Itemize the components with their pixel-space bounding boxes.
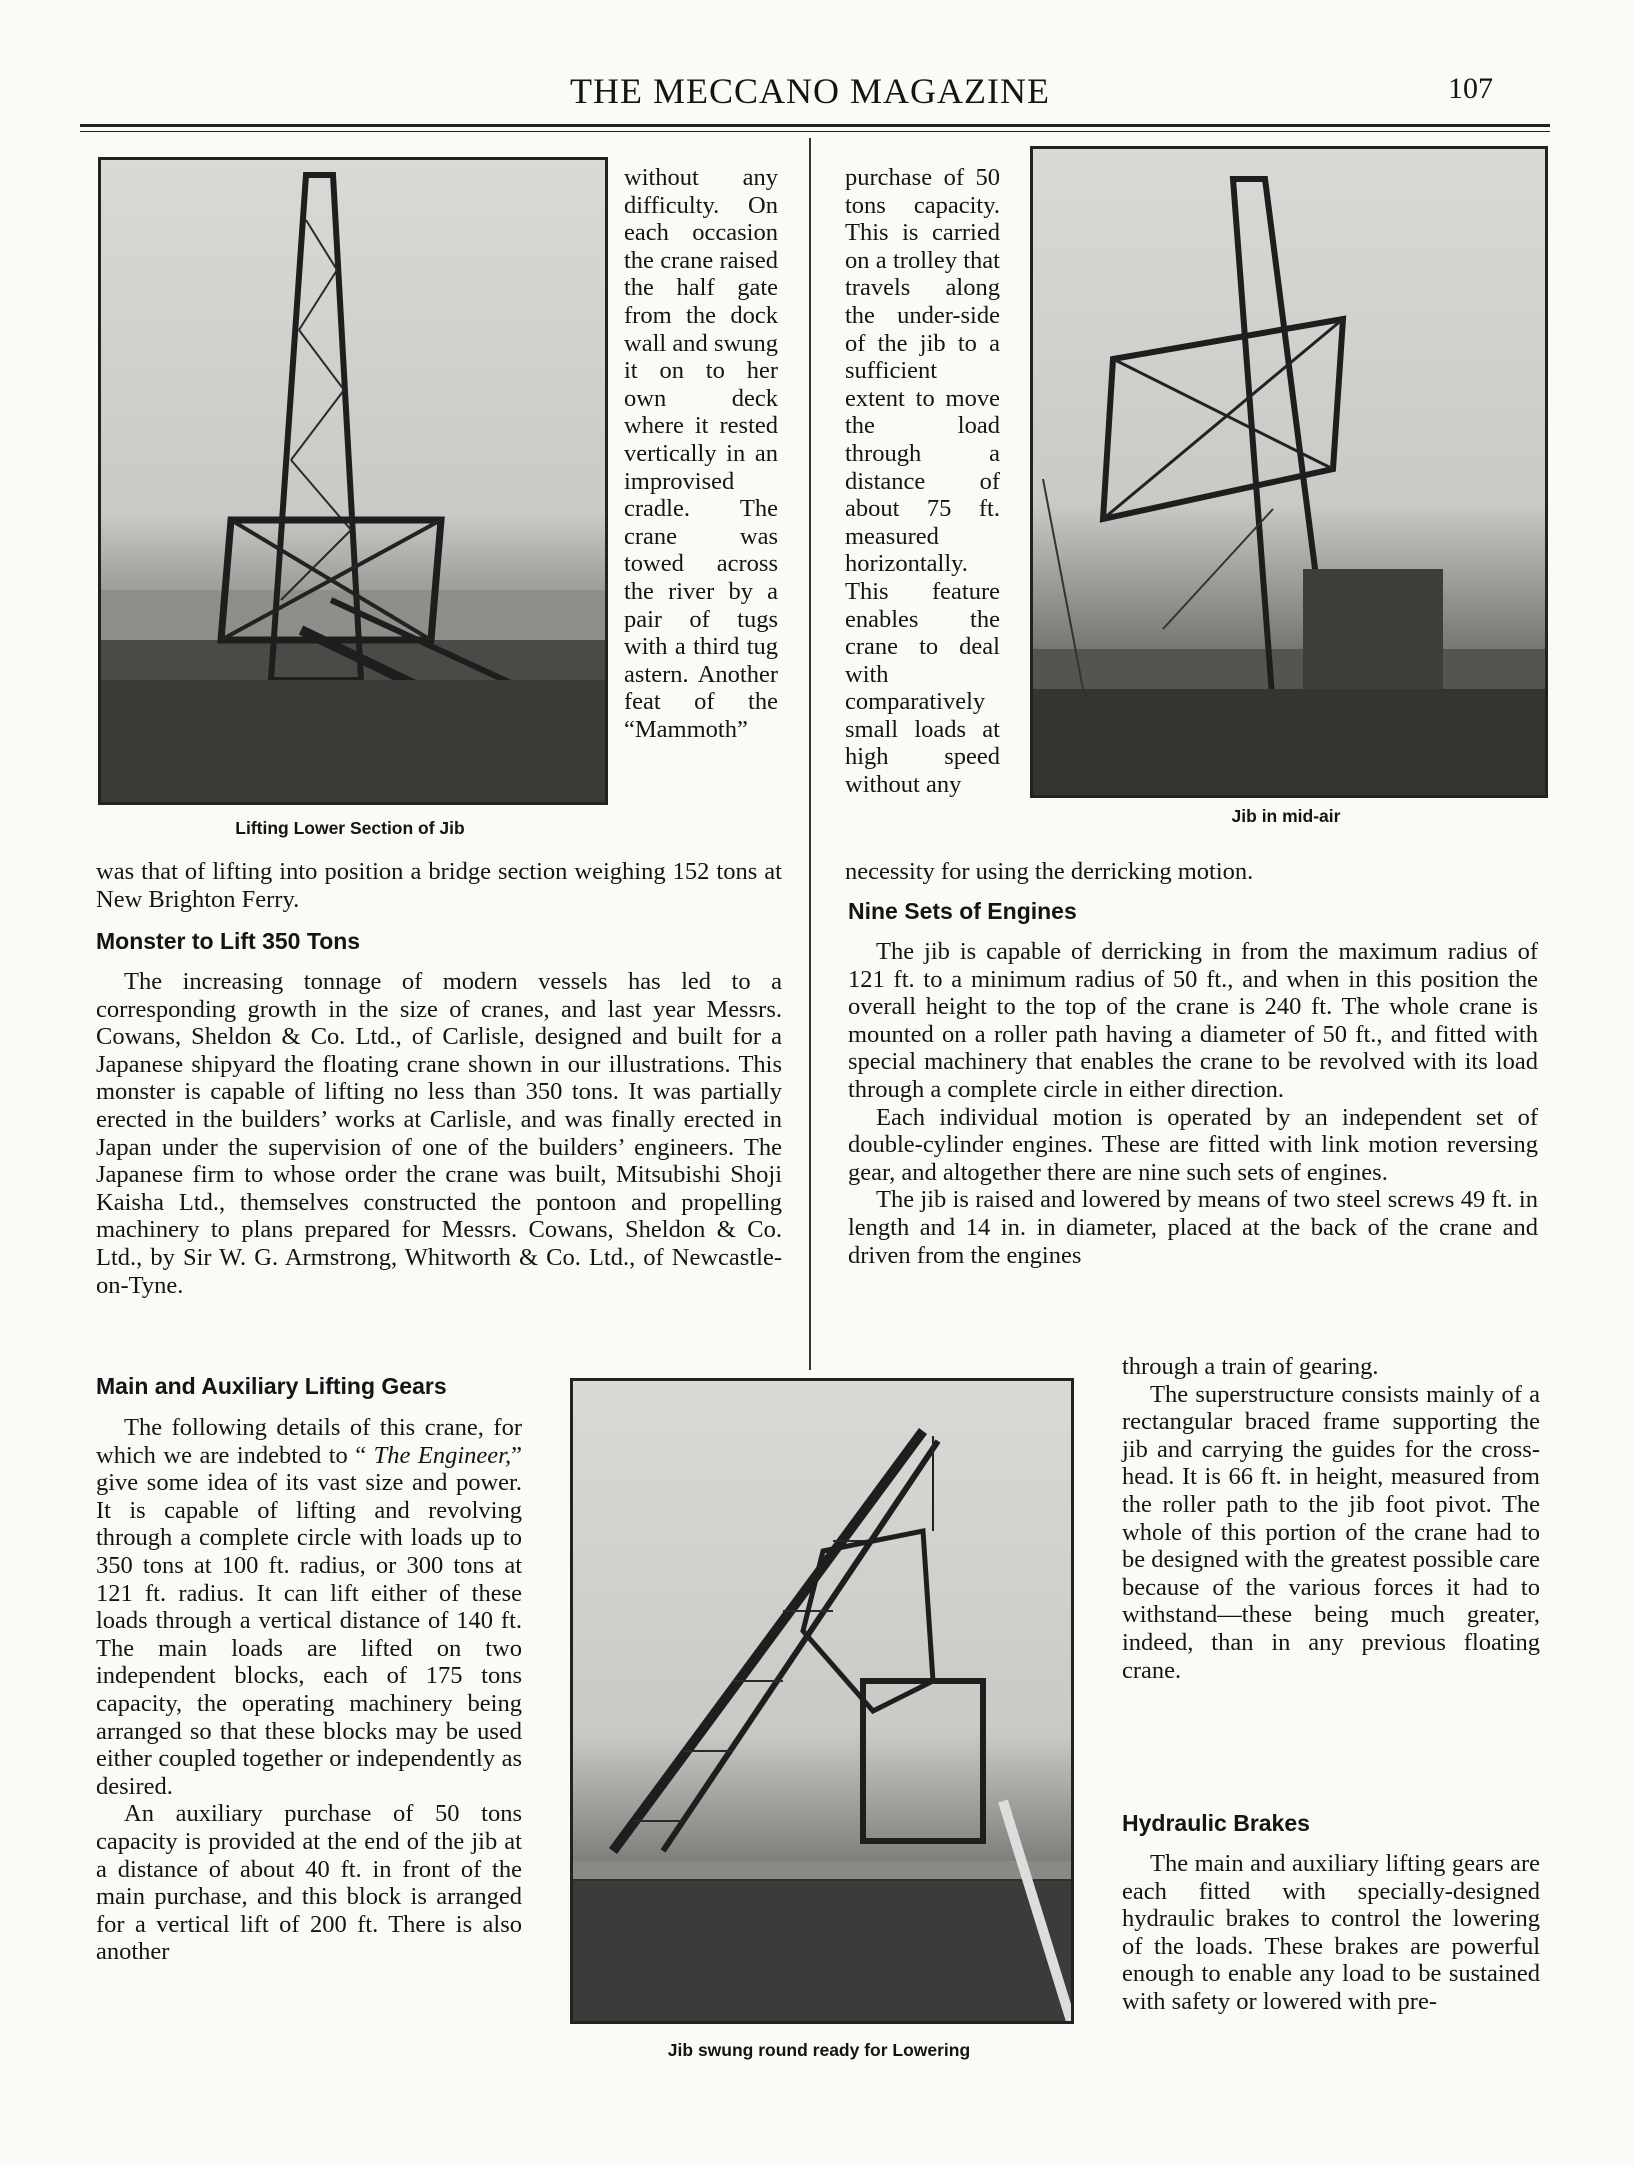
italic-title: The Engineer, xyxy=(373,1441,512,1469)
figure-lifting-lower-section xyxy=(98,157,608,805)
page-header-title: THE MECCANO MAGAZINE xyxy=(570,71,1050,111)
section-heading: Nine Sets of Engines xyxy=(848,898,1077,924)
paragraph: through a train of gearing. xyxy=(1122,1353,1379,1380)
col1-narrow-text xyxy=(624,164,778,743)
crane-photo-icon xyxy=(573,1381,1071,2021)
section-body xyxy=(1122,1850,1540,2016)
figure-jib-swung-round xyxy=(570,1378,1074,2024)
col2-continuation xyxy=(845,858,1545,886)
figure-caption: Jib swung round ready for Lowering xyxy=(667,2040,971,2060)
paragraph: purchase of 50 tons capacity. This is carried on a trolley that travels along the under-side of the jib to a sufficient extent to move the load through a distance of about 75 ft. measured horizontally. This feature enables the crane to deal with comparatively small loads at high speed without any xyxy=(845,164,1000,799)
crane-photo-icon xyxy=(1033,149,1545,795)
paragraph: An auxiliary purchase of 50 tons capacity is provided at the end of the jib at a distance of about 40 ft. in front of the main purchase, and this block is arranged for a vertical lift of 200 ft. There is also another xyxy=(96,1800,522,1966)
paragraph: without any difficulty. On each occasion the crane raised the half gate from the dock wall and swung it on to her own deck where it rested vertically in an improvised cradle. The crane was towed across the river by a pair of tugs with a third tug astern. Another feat of the “Mammoth” xyxy=(624,164,778,743)
page-number: 107 xyxy=(1448,72,1493,105)
paragraph: The superstructure consists mainly of a rectangular braced frame supporting the jib and carrying the guides for the cross-head. It is 66 ft. in height, measured from the roller path to the jib foot pivot. The whole of this portion of the crane had to be designed with the greatest possible care because of the various forces it had to withstand—these being much greater, indeed, than in any previous floating crane. xyxy=(1122,1380,1540,1684)
paragraph: The following details of this crane, for which we are indebted to “ The Engineer,” give some idea of its vast size and power. It is capable of lifting and revolving through a complete circle with loads up to 350 tons at 100 ft. radius, or 300 tons at 121 ft. radius. It can lift either of these loads through a vertical distance of 140 ft. The main loads are lifted on two independent blocks, each of 175 tons capacity, the operating machinery being arranged so that these blocks may be used either coupled together or independently as desired. xyxy=(96,1414,522,1800)
paragraph: was that of lifting into position a bridge section weighing 152 tons at New Brighton Ferry. xyxy=(96,858,782,913)
paragraph: Each individual motion is operated by an independent set of double-cylinder engines. These are fitted with link motion reversing gear, and altogether there are nine such sets of engines. xyxy=(848,1103,1538,1186)
header-rule xyxy=(80,124,1550,127)
paragraph: The main and auxiliary lifting gears are each fitted with specially-designed hydraulic brakes to control the lowering of the loads. These brakes are powerful enough to enable any load to be sustained with safety or lowered with pre- xyxy=(1122,1850,1540,2015)
figure-caption: Lifting Lower Section of Jib xyxy=(235,818,465,838)
paragraph: The increasing tonnage of modern vessels has led to a corresponding growth in the size of cranes, and last year Messrs. Cowans, Sheldon & Co. Ltd., of Carlisle, designed and built for a Japanese shipyard the floating crane shown in our illustrations. This monster is capable of lifting no less than 350 tons. It was partially erected in the builders’ works at Carlisle, and was finally erected in Japan under the supervision of one of the builders’ engineers. The Japanese firm to whose order the crane was built, Mitsubishi Shoji Kaisha Ltd., themselves constructed the pontoon and propelling machinery to plans prepared for Messrs. Cowans, Sheldon & Co. Ltd., by Sir W. G. Armstrong, Whitworth & Co. Ltd., of Newcastle-on-Tyne. xyxy=(96,968,782,1299)
section-body xyxy=(96,1414,522,1966)
section-body xyxy=(848,938,1538,1269)
column-divider xyxy=(809,138,811,1370)
col2-narrow-text xyxy=(845,164,1000,799)
crane-photo-icon xyxy=(101,160,605,802)
figure-caption: Jib in mid-air xyxy=(1231,806,1341,826)
section-heading: Hydraulic Brakes xyxy=(1122,1810,1310,1836)
header-rule-thin xyxy=(80,131,1550,132)
paragraph: The jib is capable of derricking in from the maximum radius of 121 ft. to a minimum radius of 50 ft., and when in this position the overall height to the top of the crane is 240 ft. The whole crane is mounted on a roller path having a diameter of 50 ft., and fitted with special machinery that enables the crane to be revolved with its load through a complete circle in either direction. xyxy=(848,938,1538,1103)
col1-continuation xyxy=(96,858,782,913)
section-heading: Monster to Lift 350 Tons xyxy=(96,928,361,954)
section-body-narrow xyxy=(1122,1353,1540,1684)
paragraph: necessity for using the derricking motion. xyxy=(845,858,1254,885)
section-body xyxy=(96,968,782,1299)
section-heading: Main and Auxiliary Lifting Gears xyxy=(96,1373,447,1399)
figure-jib-in-mid-air xyxy=(1030,146,1548,798)
paragraph: The jib is raised and lowered by means of two steel screws 49 ft. in length and 14 in. in diameter, placed at the back of the crane and driven from the engines xyxy=(848,1186,1538,1269)
